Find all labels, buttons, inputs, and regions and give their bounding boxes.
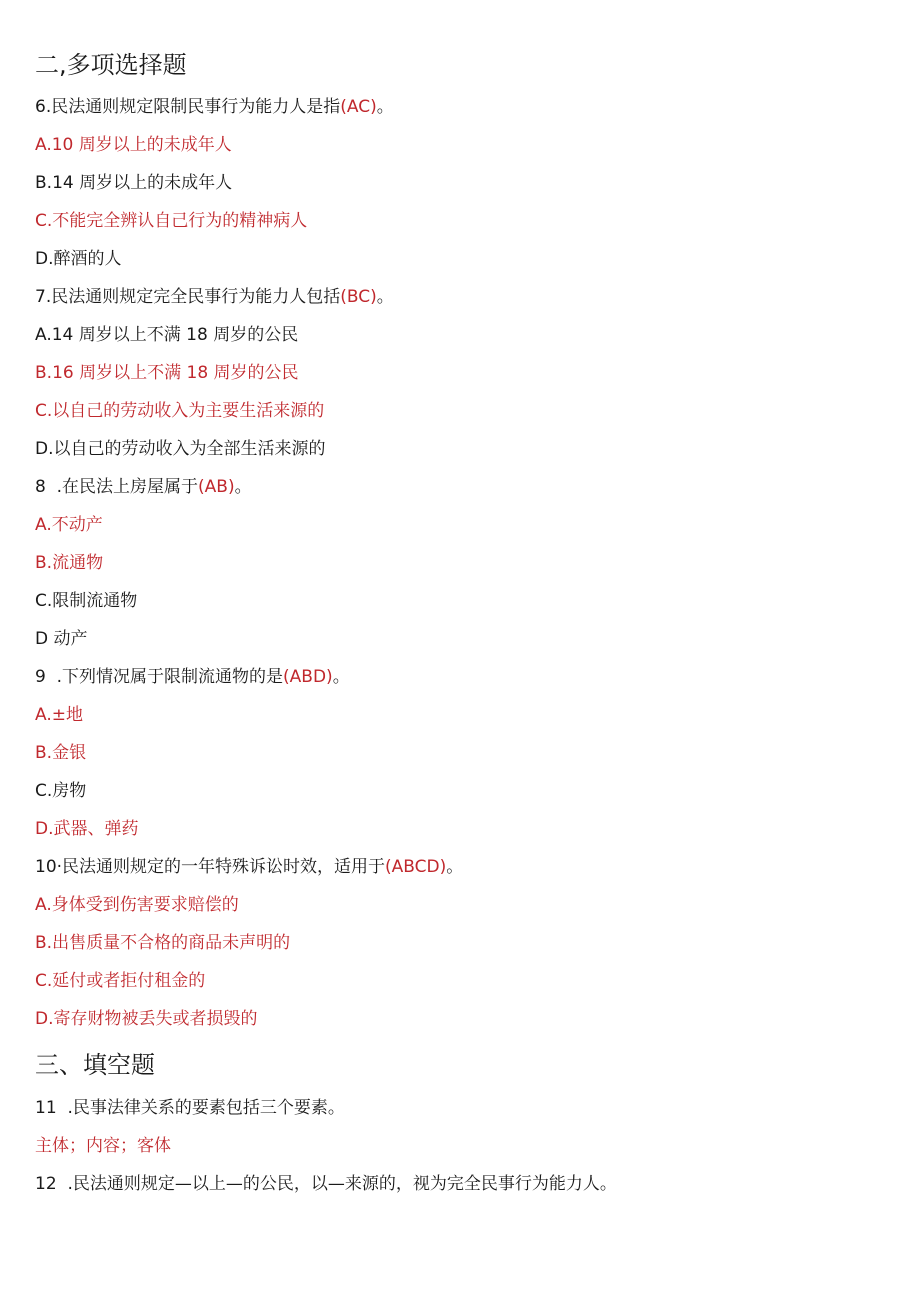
question-7-option-a: A.14 周岁以上不满 18 周岁的公民 — [35, 325, 299, 345]
question-10-option-b: B.出售质量不合格的商品未声明的 — [35, 933, 291, 953]
question-7-option-c: C.以自己的劳动收入为主要生活来源的 — [35, 401, 325, 421]
question-stem-text: 9 .下列情况属于限制流通物的是 — [35, 667, 284, 687]
section-title-multiple-choice: 二,多项选择题 — [35, 51, 187, 79]
question-8-option-d: D 动产 — [35, 629, 88, 649]
question-stem-text: 7.民法通则规定完全民事行为能力人包括 — [35, 287, 341, 307]
question-7-stem: 7.民法通则规定完全民事行为能力人包括(BC)。 — [35, 287, 394, 307]
section-title-fill-blank: 三、填空题 — [35, 1051, 155, 1079]
question-9-stem: 9 .下列情况属于限制流通物的是(ABD)。 — [35, 667, 350, 687]
question-7-option-b: B.16 周岁以上不满 18 周岁的公民 — [35, 363, 299, 383]
question-9-option-c: C.房物 — [35, 781, 87, 801]
question-8-option-c: C.限制流通物 — [35, 591, 138, 611]
question-9-option-b: B.金银 — [35, 743, 87, 763]
question-answer: (BC) — [340, 287, 377, 307]
question-8-option-a: A.不动产 — [35, 515, 103, 535]
question-stem-text: 6.民法通则规定限制民事行为能力人是指 — [35, 97, 341, 117]
question-stem-text: 8 .在民法上房屋属于 — [35, 477, 199, 497]
question-answer: (ABCD) — [385, 857, 447, 877]
question-stem-text: 10·民法通则规定的一年特殊诉讼时效，适用于 — [35, 857, 386, 877]
question-12-stem: 12 .民法通则规定—以上—的公民，以—来源的，视为完全民事行为能力人。 — [35, 1174, 617, 1194]
question-6-option-a: A.10 周岁以上的未成年人 — [35, 135, 232, 155]
question-6-option-b: B.14 周岁以上的未成年人 — [35, 173, 233, 193]
question-7-option-d: D.以自己的劳动收入为全部生活来源的 — [35, 439, 326, 459]
question-answer: (AB) — [198, 477, 235, 497]
question-11-stem: 11 .民事法律关系的要素包括三个要素。 — [35, 1098, 345, 1118]
question-9-option-d: D.武器、弹药 — [35, 819, 139, 839]
question-8-stem: 8 .在民法上房屋属于(AB)。 — [35, 477, 252, 497]
question-10-option-a: A.身体受到伤害要求赔偿的 — [35, 895, 239, 915]
question-11-answer: 主体；内容；客体 — [35, 1136, 171, 1156]
question-6-option-c: C.不能完全辨认自己行为的精神病人 — [35, 211, 308, 231]
question-10-option-c: C.延付或者拒付租金的 — [35, 971, 206, 991]
question-6-option-d: D.醉酒的人 — [35, 249, 122, 269]
question-answer: (AC) — [340, 97, 377, 117]
question-answer: (ABD) — [283, 667, 333, 687]
question-9-option-a: A.±地 — [35, 705, 83, 725]
question-10-option-d: D.寄存财物被丢失或者损毁的 — [35, 1009, 258, 1029]
question-10-stem: 10·民法通则规定的一年特殊诉讼时效，适用于(ABCD)。 — [35, 857, 464, 877]
question-6-stem: 6.民法通则规定限制民事行为能力人是指(AC)。 — [35, 97, 394, 117]
question-8-option-b: B.流通物 — [35, 553, 104, 573]
